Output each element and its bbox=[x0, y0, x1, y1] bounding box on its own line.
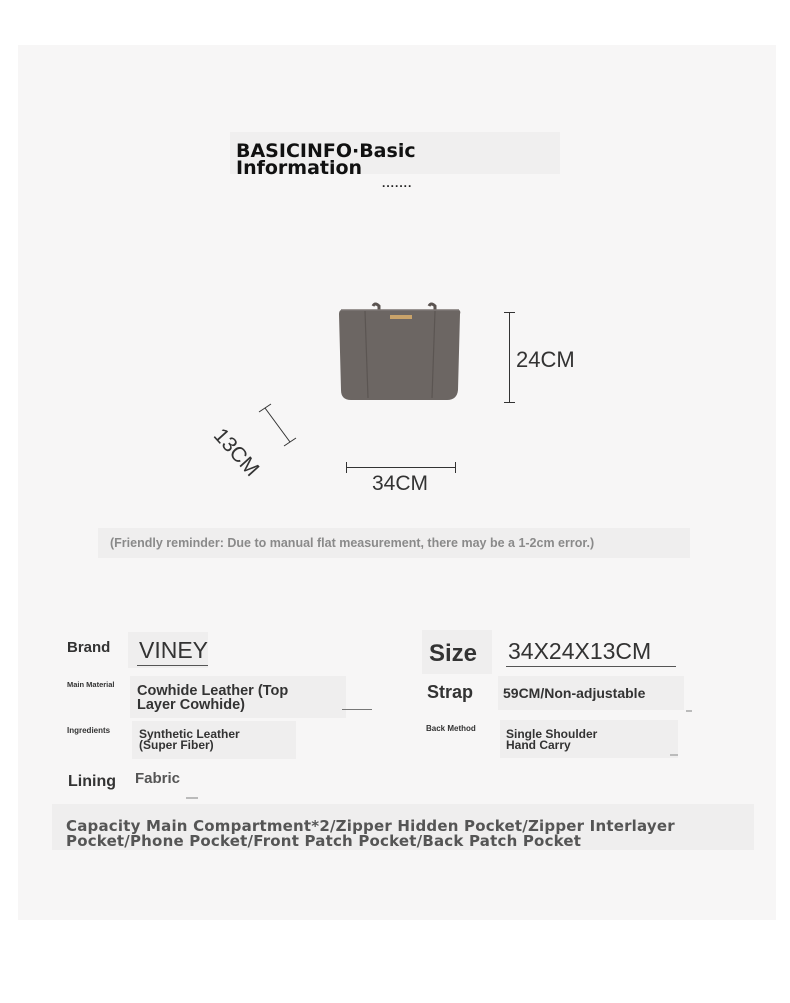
measurement-reminder: (Friendly reminder: Due to manual flat measurement, there may be a 1-2cm error.) bbox=[110, 536, 595, 550]
title-dots: ....... bbox=[382, 176, 413, 190]
strap-value: 59CM/Non-adjustable bbox=[503, 685, 646, 701]
ingredients-label: Ingredients bbox=[67, 726, 111, 735]
material-separator bbox=[342, 709, 372, 710]
height-dimension-cap bbox=[504, 312, 515, 313]
lining-value: Fabric bbox=[135, 770, 181, 787]
brand-value: VINEY bbox=[139, 637, 209, 663]
back-method-label: Back Method bbox=[426, 724, 476, 733]
height-dimension-label: 24CM bbox=[516, 347, 575, 372]
width-dimension-line bbox=[346, 467, 456, 468]
size-label: Size bbox=[429, 640, 478, 667]
width-dimension-cap bbox=[455, 462, 456, 473]
capacity-text: Capacity Main Compartment*2/Zipper Hidden Pocket/Zipper Interlayer Pocket/Phone Pocket/Front Patch Pocket/Back Patch Pocket bbox=[66, 817, 675, 850]
handbag-image bbox=[335, 302, 465, 406]
height-dimension-cap bbox=[504, 402, 515, 403]
lining-label: Lining bbox=[68, 773, 116, 790]
height-dimension-line bbox=[509, 312, 510, 403]
strap-label: Strap bbox=[427, 682, 474, 702]
depth-dimension-line bbox=[255, 398, 305, 453]
brand-label: Brand bbox=[67, 639, 111, 656]
width-dimension-label: 34CM bbox=[372, 472, 429, 495]
size-underline bbox=[506, 666, 676, 667]
brand-underline bbox=[137, 665, 208, 666]
size-value: 34X24X13CM bbox=[508, 638, 652, 664]
page-title: BASICINFO·Basic Information bbox=[236, 140, 416, 179]
main-material-value: Cowhide Leather (Top Layer Cowhide) bbox=[137, 683, 289, 713]
back-method-value: Single Shoulder Hand Carry bbox=[506, 727, 598, 752]
width-dimension-cap bbox=[346, 462, 347, 473]
ingredients-value: Synthetic Leather (Super Fiber) bbox=[139, 727, 240, 752]
strap-mark bbox=[686, 710, 692, 712]
back-method-mark bbox=[670, 754, 678, 756]
depth-dimension-label: 13CM bbox=[208, 424, 264, 482]
lining-mark bbox=[186, 797, 198, 799]
main-material-label: Main Material bbox=[67, 680, 115, 689]
